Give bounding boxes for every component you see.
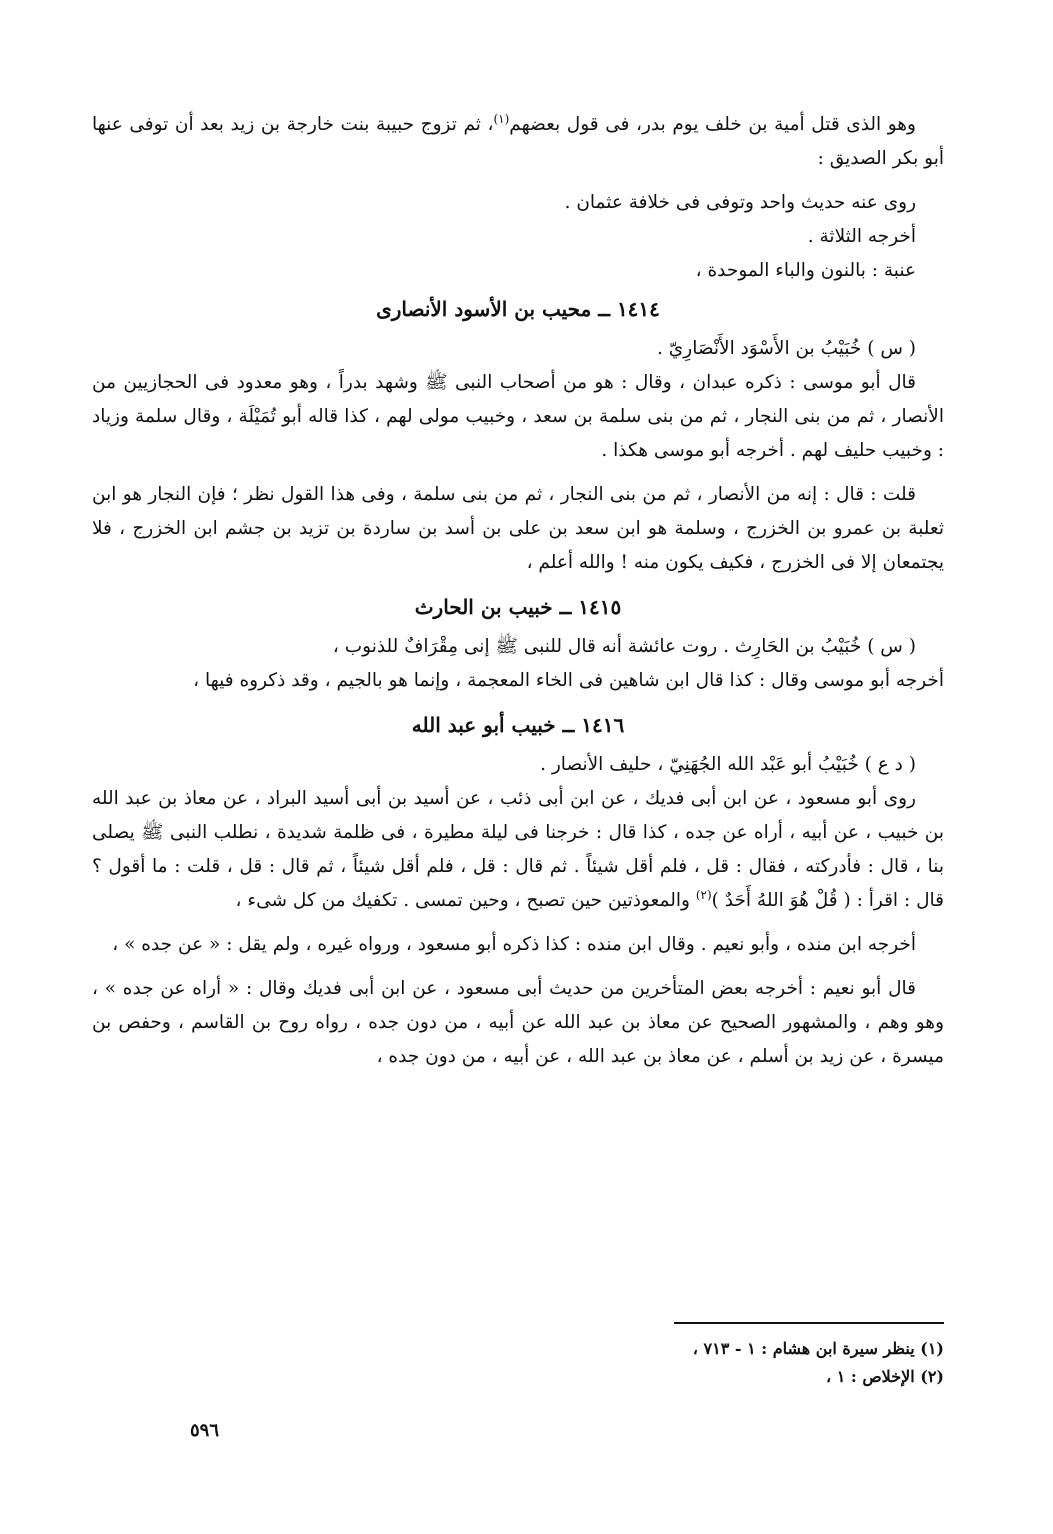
entry-1416-paragraph-3: قال أبو نعيم : أخرجه بعض المتأخرين من حديث أبى مسعود ، عن ابن أبى فديك وقال : « أراه عن جده » ، وهو وهم ، والمشهور الصحيح عن معاذ بن عبد الله عن أبيه ، من دون جده ، رواه روح بن القاسم ، وحفص بن ميسرة ، عن زيد بن أسلم ، عن معاذ بن عبد الله ، عن أبيه ، من دون جده ، [92,978,944,1067]
footnote-ref-1: (١) [493,111,510,126]
intro-text-continued: ، ثم تزوج حبيبة بنت خارجة بن زيد بعد أن توفى عنها أبو بكر الصديق : [92,114,944,169]
entry-1415-name-line: ( س ) خُبَيْبُ بن الحَارِث . روت عائشة أنه قال للنبى ﷺ إنى مِقْرَافٌ للذنوب ، [332,636,916,657]
footnote-ref-2: (٢) [695,887,712,902]
page-number: ٥٩٦ [190,1420,220,1441]
footnote-1: (١) ينظر سيرة ابن هشام : ١ - ٧١٣ ، [692,1339,944,1358]
entry-heading-1416: ١٤١٦ ــ خبيب أبو عبد الله [411,713,625,737]
entry-heading-1415: ١٤١٥ ــ خبيب بن الحارث [414,595,622,619]
entry-1416-paragraph-2: أخرجه ابن منده ، وأبو نعيم . وقال ابن منده : كذا ذكره أبو مسعود ، ورواه غيره ، ولم يقل : « عن جده » ، [112,934,916,955]
footnotes [560,1335,944,1391]
entry-1414-name-line: ( س ) خُبَيْبُ بن الأَسْوَد الأَنْصَارِيّ . [657,338,916,359]
entry-1416-paragraph-1 [92,782,944,918]
entry-1415-paragraph: أخرجه أبو موسى وقال : كذا قال ابن شاهين فى الخاء المعجمة ، وإنما هو بالجيم ، وقد ذكروه فيها ، [193,670,944,691]
intro-line-3: عنبة : بالنون والباء الموحدة ، [695,260,916,281]
entry-1416-name-line: ( د ع ) خُبَيْبُ أبو عَبْد الله الجُهَنِيّ ، حليف الأنصار . [540,754,916,775]
footnote-2: (٢) الإخلاص : ١ ، [825,1367,944,1386]
entry-1416-paragraph-1-text-continued: والمعوذتين حين تصبح ، وحين تمسى . تكفيك من كل شىء ، [235,890,696,911]
intro-paragraph [92,108,944,176]
intro-line-1: روى عنه حديث واحد وتوفى فى خلافة عثمان . [564,192,916,213]
footnote-divider [674,1322,944,1324]
intro-text: وهو الذى قتل أمية بن خلف يوم بدر، فى قول بعضهم [509,114,916,135]
entry-1414-paragraph-2: قلت : قال : إنه من الأنصار ، ثم من بنى النجار ، ثم من بنى سلمة ، وفى هذا القول نظر ؛ فإن النجار هو ابن ثعلبة بن عمرو بن الخزرج ، وسلمة هو ابن سعد بن على بن أسد بن ساردة بن تزيد بن جشم ابن الخزرج ، فلا يجتمعان إلا فى الخزرج ، فكيف يكون منه ! والله أعلم ، [92,484,944,573]
entry-1414-paragraph-1: قال أبو موسى : ذكره عبدان ، وقال : هو من أصحاب النبى ﷺ وشهد بدراً ، وهو معدود فى الحجازيين من الأنصار ، ثم من بنى النجار ، ثم من بنى سلمة بن سعد ، وخبيب مولى لهم ، كذا قاله أبو تُمَيْلَة ، وقال سلمة وزياد : وخبيب حليف لهم . أخرجه أبو موسى هكذا . [92,372,944,461]
intro-line-2: أخرجه الثلاثة . [807,226,916,247]
entry-1416-paragraph-1-text: روى أبو مسعود ، عن ابن أبى فديك ، عن ابن أبى ذئب ، عن أسيد بن أبى أسيد البراد ، عن معاذ بن عبد الله بن خبيب ، عن أبيه ، أراه عن جده ، كذا قال : خرجنا فى ليلة مطيرة ، فى ظلمة شديدة ، نطلب النبى ﷺ يصلى بنا ، قال : فأدركته ، فقال : قل ، فلم أقل شيئاً . ثم قال : قل ، فلم أقل شيئاً ، ثم قال : قل ، قلت : ما أقول ؟ قال : اقرأ : ( قُلْ هُوَ اللهُ أَحَدٌ ) [92,788,944,911]
main-text [92,108,944,1084]
entry-heading-1414: ١٤١٤ ــ محيب بن الأسود الأنصارى [376,297,660,321]
